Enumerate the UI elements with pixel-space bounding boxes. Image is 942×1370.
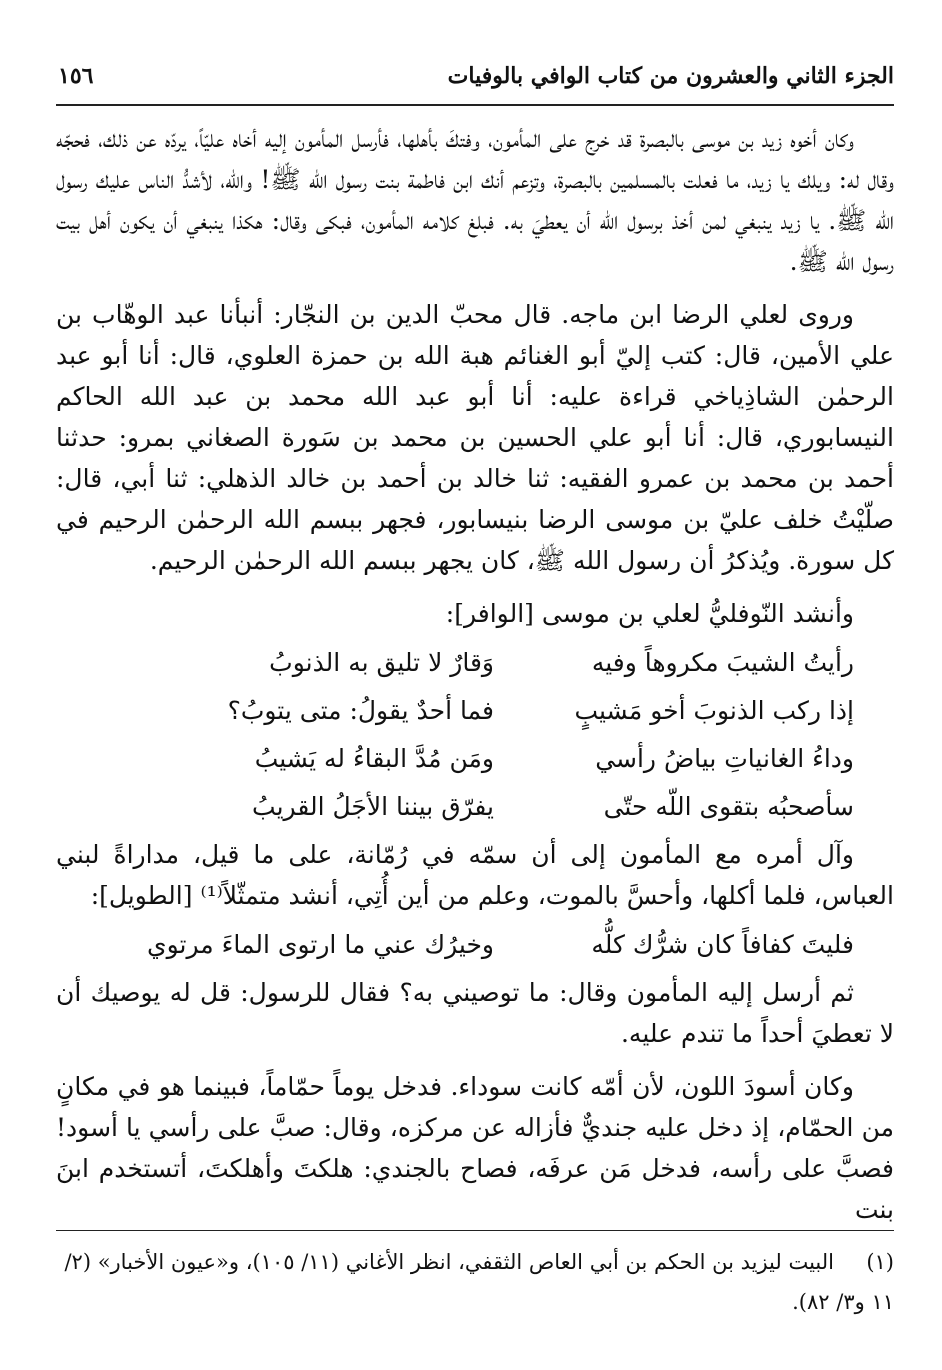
verse-first-hemistich: سأصحبُه بتقوى اللّه حتّى: [603, 792, 854, 821]
verse-second-hemistich: وَقارٌ لا تليق به الذنوبُ: [269, 648, 494, 677]
verse-first-hemistich: فليتَ كفافاً كان شرُّك كلُّه: [591, 930, 854, 959]
footnote-number: (١): [866, 1250, 894, 1274]
main-text: [56, 118, 894, 1242]
paragraph: وروى لعلي الرضا ابن ماجه. قال محبّ الدين بن النجّار: أنبأنا عبد الوهّاب بن علي الأمين، قال: كتب إليّ أبو الغنائم هبة الله بن حمزة العلوي، قال: أنا أبو عبد الرحمٰن الشاذِياخي قراءة عليه: أنا أبو عبد الله محمد بن عبد الله الحاكم النيسابوري، قال: أنا أبو علي الحسين بن محمد بن سَورة الصغاني بمرو: حدثنا أحمد بن محمد بن عمرو الفقيه: ثنا خالد بن أحمد بن خالد الذهلي: ثنا أبي، قال: صلّيْتُ خلف عليّ بن موسى الرضا بنيسابور، فجهر ببسم الله الرحمٰن الرحيم في كل سورة. ويُذكرُ أن رسول الله ﷺ، كان يجهر ببسم الله الرحمٰن الرحيم.: [56, 300, 894, 575]
paragraph: وكان أسودَ اللون، لأن أمّه كانت سوداء. فدخل يوماً حمّاماً، فبينما هو في مكانٍ من الحمّام، إذ دخل عليه جنديٌّ فأزاله عن مركزه، وقال: صبَّ على رأسي يا أسود! فصبَّ على رأسه، فدخل مَن عرفَه، فصاح بالجندي: هلكتَ وأهلكتَ، أتستخدم ابنَ بنت: [56, 1072, 894, 1224]
poem-intro: وآل أمره مع المأمون إلى أن سمّه في رُمّانة، على ما قيل، مداراةً لبني العباس، فلما أكلها، وأحسَّ بالموت، وعلم من أين أُتِي، أنشد متمثّلاً⁽¹⁾ [الطويل]:: [56, 840, 894, 910]
verse-second-hemistich: فما أحدٌ يقولُ: متى يتوبُ؟: [227, 696, 494, 725]
page-number: ١٥٦: [58, 63, 94, 89]
poem-verse: [56, 786, 894, 827]
poem-verse: [56, 738, 894, 779]
header-divider: [56, 104, 894, 106]
verse-first-hemistich: إذا ركب الذنوبَ أخو مَشيبٍ: [574, 696, 854, 725]
poem-verse: [56, 642, 894, 683]
paragraph: وكان أخوه زيد بن موسى بالبصرة قد خرج على المأمون، وفتكَ بأهلها، فأرسل المأمون إليه أخاه عليّاً، يردّه عن ذلك، فحجّه وقال له: ويلك يا زيد، ما فعلت بالمسلمين بالبصرة، وتزعم أنك ابن فاطمة بنت رسول الله ﷺ! والله، لأشدُّ الناس عليك رسول الله ﷺ. يا زيد ينبغي لمن أخذ برسول الله أن يعطيَ به. فبلغ كلامه المأمون، فبكى وقال: هكذا ينبغي أن يكون أهل بيت رسول الله ﷺ.: [56, 124, 894, 276]
verse-second-hemistich: وخيرُك عني ما ارتوى الماءَ مرتوي: [147, 930, 494, 959]
verse-first-hemistich: رأيتُ الشيبَ مكروهاً وفيه: [591, 648, 854, 677]
verse-first-hemistich: وداءُ الغانياتِ بياضُ رأسي: [595, 744, 854, 773]
poem-verse: [56, 690, 894, 731]
verse-second-hemistich: ومَن مُدَّ البقاءُ له يَشيبُ: [254, 744, 494, 773]
footnotes: [56, 1242, 894, 1322]
verse-second-hemistich: يفرّق بيننا الأجَلُ القريبُ: [252, 792, 494, 821]
poem-intro: وأنشد النّوفليُّ لعلي بن موسى [الوافر]:: [445, 599, 854, 628]
running-title: الجزء الثاني والعشرون من كتاب الوافي بالوفيات: [447, 63, 894, 89]
poem-verse: [56, 924, 894, 965]
paragraph: ثم أرسل إليه المأمون وقال: ما توصيني به؟ فقال للرسول: قل له يوصيك أن لا تعطيَ أحداً ما تندم عليه.: [56, 978, 894, 1048]
footnote-divider: [56, 1230, 894, 1231]
footnote-text: البيت ليزيد بن الحكم بن أبي العاص الثقفي، انظر الأغاني (١١/ ١٠٥)، و«عيون الأخبار» (٢/ ١١ و٣/ ٨٢).: [64, 1250, 894, 1314]
page-header: [58, 56, 894, 96]
